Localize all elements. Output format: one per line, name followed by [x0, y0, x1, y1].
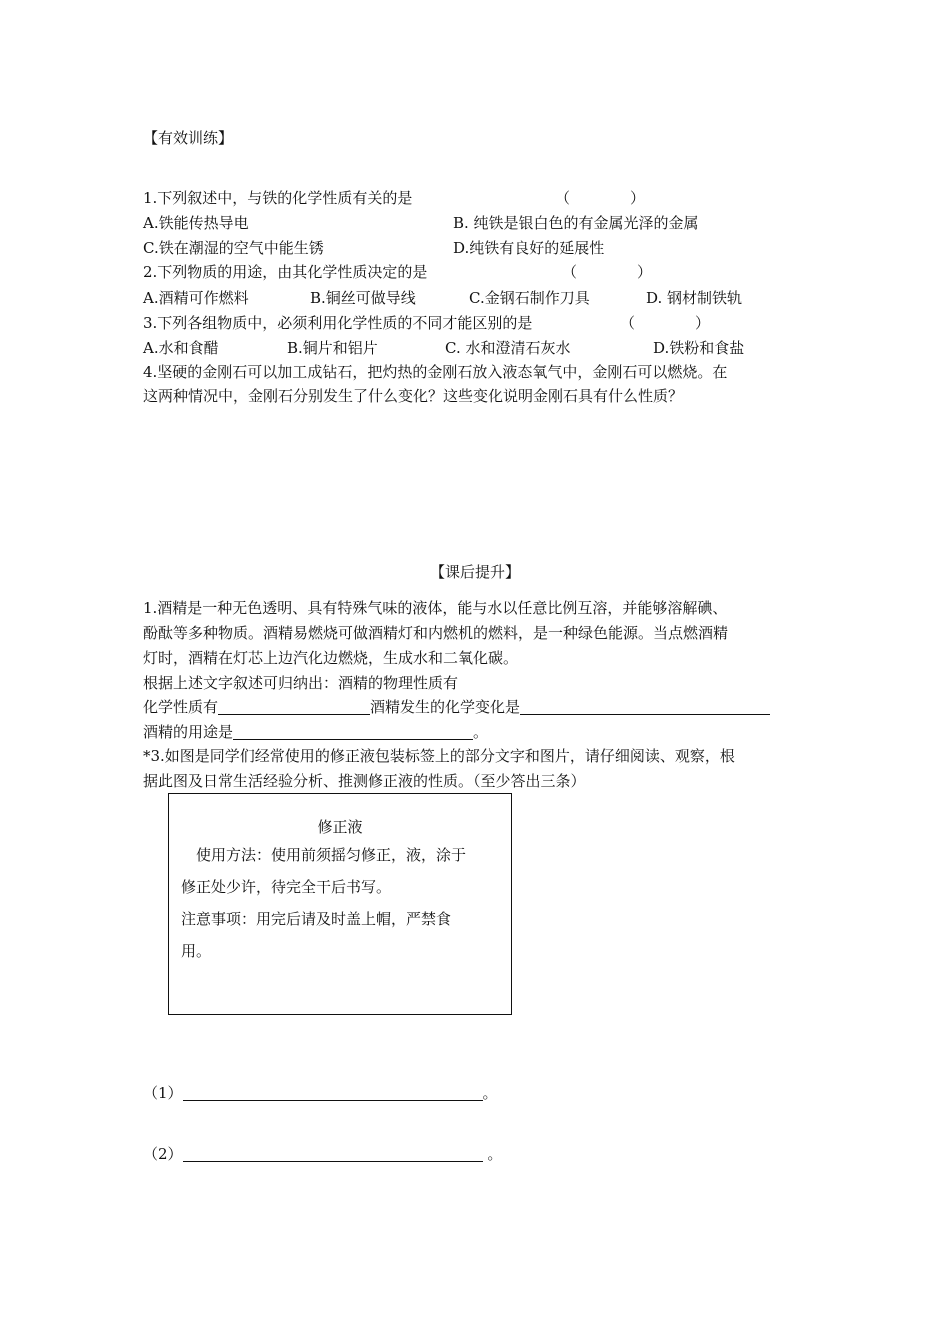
- answer-num-1: （1）: [143, 1084, 183, 1102]
- q2-answer-paren: （ ）: [562, 263, 653, 281]
- chem-change-label: 酒精发生的化学变化是: [370, 698, 521, 716]
- answer-row-1: [143, 1083, 498, 1103]
- q2-option-d: D. 钢材制铁轨: [646, 289, 743, 307]
- p1-line-1: 1.酒精是一种无色透明、具有特殊气味的液体，能与水以任意比例互溶，并能够溶解碘、: [143, 599, 728, 617]
- label-line-2: 修正处少许，待完全干后书写。: [181, 878, 392, 896]
- q3-option-a: A.水和食醋: [143, 339, 219, 357]
- q1-answer-paren: （ ）: [555, 189, 646, 207]
- use-label: 酒精的用途是: [143, 723, 234, 741]
- p3-line-2: 据此图及日常生活经验分析、推测修正液的性质。（至少答出三条）: [143, 772, 586, 790]
- q3-stem: 3.下列各组物质中，必须利用化学性质的不同才能区别的是: [143, 314, 533, 332]
- chem-change-blank[interactable]: [520, 698, 770, 715]
- answer-row-2: [143, 1144, 502, 1164]
- q2-option-a: A.酒精可作燃料: [143, 289, 249, 307]
- q2-option-c: C.金钢石制作刀具: [469, 289, 590, 307]
- q4-line-1: 4.坚硬的金刚石可以加工成钻石，把灼热的金刚石放入液态氧气中，金刚石可以燃烧。在: [143, 363, 728, 381]
- p1-line-4: 根据上述文字叙述可归纳出：酒精的物理性质有: [143, 674, 459, 692]
- label-line-1: 使用方法：使用前须摇匀修正，液，涂于: [181, 846, 467, 864]
- answer-end-1: 。: [482, 1084, 498, 1102]
- q2-stem: 2.下列物质的用途，由其化学性质决定的是: [143, 263, 428, 281]
- q1-option-a: A.铁能传热导电: [143, 214, 249, 232]
- q3-answer-paren: （ ）: [620, 314, 711, 332]
- q1-option-b: B. 纯铁是银白色的有金属光泽的金属: [453, 214, 699, 232]
- q1-option-c: C.铁在潮湿的空气中能生锈: [143, 239, 324, 257]
- chem-property-blank[interactable]: [218, 698, 370, 715]
- q2-option-b: B.铜丝可做导线: [310, 289, 416, 307]
- chem-property-label: 化学性质有: [143, 698, 219, 716]
- p1-chem-row: [143, 697, 770, 717]
- answer-blank-1[interactable]: [183, 1084, 483, 1101]
- q3-option-c: C. 水和澄清石灰水: [445, 339, 571, 357]
- answer-num-2: （2）: [143, 1145, 183, 1163]
- p1-line-2: 酚酞等多种物质。酒精易燃烧可做酒精灯和内燃机的燃料，是一种绿色能源。当点燃酒精: [143, 624, 729, 642]
- correction-fluid-label-box: [168, 793, 512, 1015]
- section-heading-improvement: 【课后提升】: [429, 563, 520, 581]
- q1-stem: 1.下列叙述中，与铁的化学性质有关的是: [143, 189, 413, 207]
- q1-option-d: D.纯铁有良好的延展性: [453, 239, 605, 257]
- q3-option-b: B.铜片和铝片: [287, 339, 378, 357]
- p3-line-1: *3.如图是同学们经常使用的修正液包装标签上的部分文字和图片，请仔细阅读、观察，根: [143, 747, 735, 765]
- use-end: 。: [473, 723, 489, 741]
- label-line-3: 注意事项：用完后请及时盖上帽，严禁食: [181, 910, 452, 928]
- answer-end-2: 。: [482, 1145, 503, 1163]
- label-title: 修正液: [317, 818, 363, 836]
- q3-option-d: D.铁粉和食盐: [653, 339, 745, 357]
- section-heading-training: 【有效训练】: [143, 129, 234, 147]
- q4-line-2: 这两种情况中，金刚石分别发生了什么变化？这些变化说明金刚石具有什么性质？: [143, 387, 684, 405]
- use-blank[interactable]: [233, 723, 473, 740]
- label-line-4: 用。: [181, 942, 212, 960]
- answer-blank-2[interactable]: [183, 1145, 483, 1162]
- p1-line-3: 灯时，酒精在灯芯上边汽化边燃烧，生成水和二氧化碳。: [143, 649, 519, 667]
- p1-use-row: [143, 722, 488, 742]
